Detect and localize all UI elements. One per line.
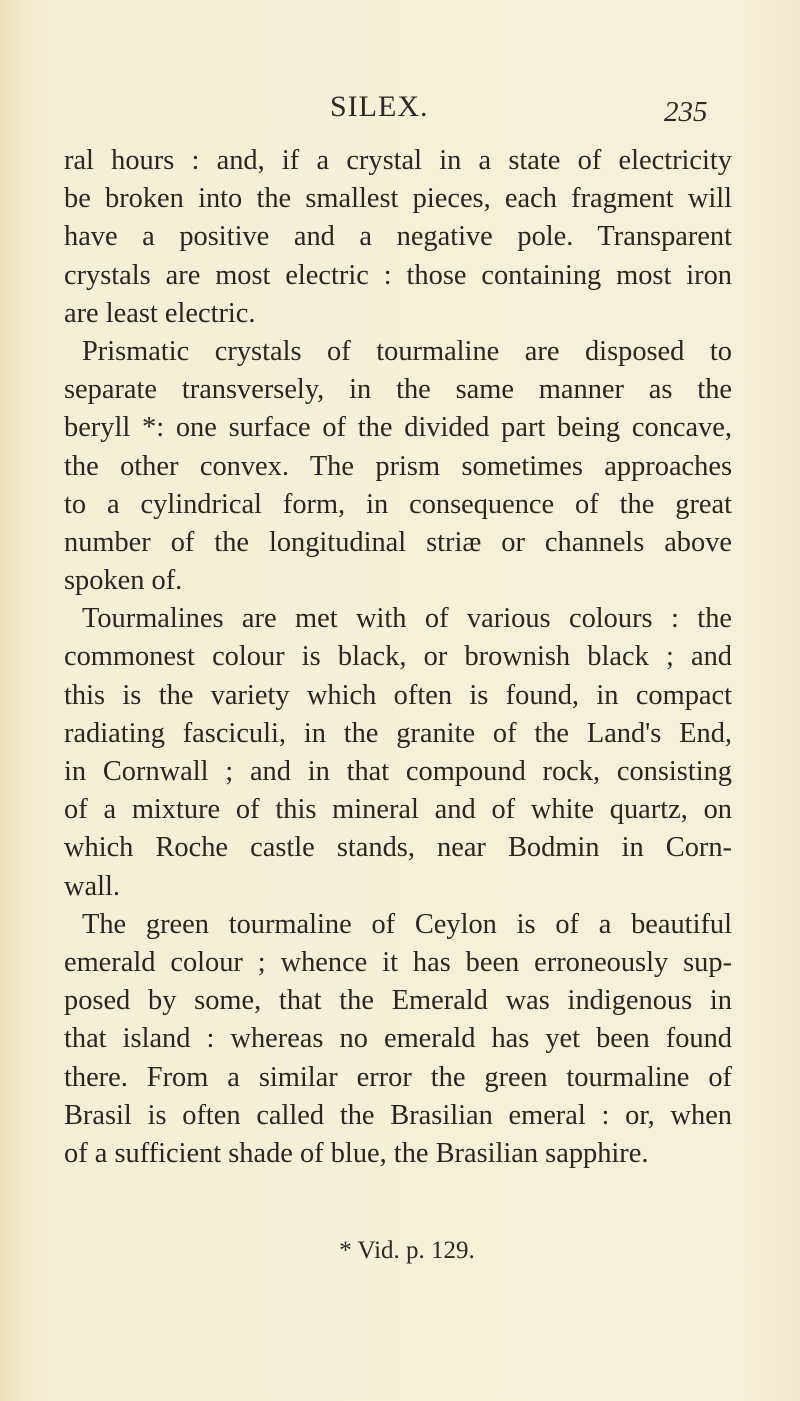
text-line: number of the longitudinal striæ or channels above [64,526,732,558]
page-header [0,84,800,134]
running-title: SILEX. [330,90,429,123]
footnote: * Vid. p. 129. [339,1237,475,1264]
text-line: have a positive and a negative pole. Transparent [64,221,732,253]
body-text [64,142,732,1173]
text-line: emerald colour ; whence it has been erroneously sup- [64,946,732,978]
text-line: there. From a similar error the green tourmaline of [64,1061,732,1093]
text-line: The green tourmaline of Ceylon is of a beautiful [82,908,732,940]
text-line: posed by some, that the Emerald was indigenous in [64,985,732,1017]
text-line: Prismatic crystals of tourmaline are disposed to [82,335,732,367]
text-line: Tourmalines are met with of various colours : the [82,603,732,635]
text-line: the other convex. The prism sometimes approaches [64,450,732,482]
text-line: be broken into the smallest pieces, each fragment will [64,183,732,215]
text-line: of a sufficient shade of blue, the Brasilian sapphire. [64,1137,649,1169]
text-line: to a cylindrical form, in consequence of the great [64,488,732,520]
text-line: Brasil is often called the Brasilian emeral : or, when [64,1099,732,1131]
text-line: in Cornwall ; and in that compound rock, consisting [64,756,732,787]
text-line: beryll *: one surface of the divided part being concave, [64,412,732,444]
text-line: this is the variety which often is found, in compact [64,679,732,711]
text-line: of a mixture of this mineral and of white quartz, on [64,794,732,826]
text-line: radiating fasciculi, in the granite of the Land's End, [64,717,732,749]
text-line: ral hours : and, if a crystal in a state of electricity [64,145,732,176]
text-line: separate transversely, in the same manner as the [64,374,732,406]
text-line: commonest colour is black, or brownish black ; and [64,641,732,673]
text-line: crystals are most electric : those containing most iron [64,259,732,291]
text-line: are least electric. [64,297,256,329]
text-line: that island : whereas no emerald has yet been found [64,1023,732,1055]
text-line: which Roche castle stands, near Bodmin in Corn- [64,832,732,864]
text-line: wall. [64,870,120,902]
text-line: spoken of. [64,565,183,597]
page-number: 235 [664,96,708,128]
